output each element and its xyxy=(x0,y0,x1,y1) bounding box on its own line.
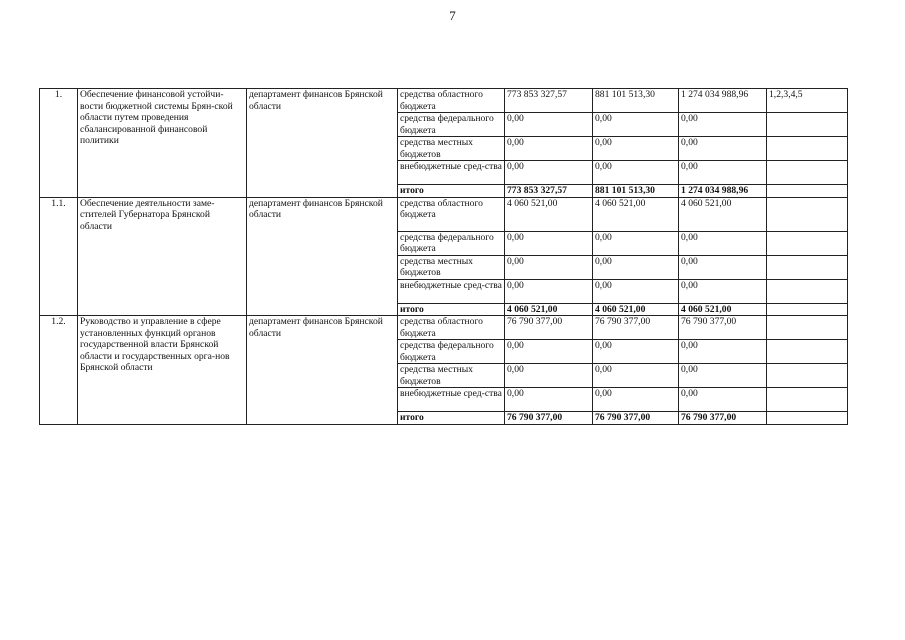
value-year-3: 4 060 521,00 xyxy=(679,197,767,231)
section-executor: департамент финансов Брянской области xyxy=(247,197,398,316)
value-year-2: 0,00 xyxy=(593,364,679,388)
source-label: средства областного бюджета xyxy=(398,197,505,231)
value-year-2: 881 101 513,30 xyxy=(593,89,679,113)
goals-ref xyxy=(767,340,848,364)
value-year-2: 0,00 xyxy=(593,279,679,303)
goals-ref: 1,2,3,4,5 xyxy=(767,89,848,113)
goals-ref xyxy=(767,316,848,340)
goals-ref xyxy=(767,364,848,388)
goals-ref xyxy=(767,388,848,412)
section-executor: департамент финансов Брянской области xyxy=(247,89,398,198)
goals-ref xyxy=(767,231,848,255)
goals-ref xyxy=(767,113,848,137)
value-year-2: 0,00 xyxy=(593,137,679,161)
value-year-2: 76 790 377,00 xyxy=(593,316,679,340)
section-number: 1.2. xyxy=(40,316,78,425)
source-label: средства местных бюджетов xyxy=(398,137,505,161)
value-year-3: 1 274 034 988,96 xyxy=(679,89,767,113)
value-year-3: 0,00 xyxy=(679,161,767,185)
total-year-2: 4 060 521,00 xyxy=(593,303,679,316)
value-year-1: 773 853 327,57 xyxy=(505,89,593,113)
table-row xyxy=(40,89,848,113)
value-year-1: 0,00 xyxy=(505,231,593,255)
value-year-3: 0,00 xyxy=(679,279,767,303)
value-year-3: 0,00 xyxy=(679,255,767,279)
value-year-2: 0,00 xyxy=(593,113,679,137)
source-label: средства областного бюджета xyxy=(398,316,505,340)
source-label: внебюджетные сред-ства xyxy=(398,161,505,185)
total-year-2: 76 790 377,00 xyxy=(593,412,679,425)
source-label: средства областного бюджета xyxy=(398,89,505,113)
total-year-2: 881 101 513,30 xyxy=(593,185,679,198)
total-year-3: 76 790 377,00 xyxy=(679,412,767,425)
total-year-1: 76 790 377,00 xyxy=(505,412,593,425)
goals-ref xyxy=(767,161,848,185)
source-label: внебюджетные сред-ства xyxy=(398,279,505,303)
value-year-1: 0,00 xyxy=(505,364,593,388)
value-year-2: 0,00 xyxy=(593,231,679,255)
page-number: 7 xyxy=(449,8,456,23)
value-year-2: 4 060 521,00 xyxy=(593,197,679,231)
total-year-3: 4 060 521,00 xyxy=(679,303,767,316)
value-year-3: 0,00 xyxy=(679,340,767,364)
total-label: итого xyxy=(398,185,505,198)
value-year-2: 0,00 xyxy=(593,340,679,364)
goals-ref xyxy=(767,412,848,425)
total-label: итого xyxy=(398,303,505,316)
total-year-3: 1 274 034 988,96 xyxy=(679,185,767,198)
table-row xyxy=(40,316,848,340)
section-name: Обеспечение деятельности заме-стителей Губернатора Брянской области xyxy=(78,197,247,316)
goals-ref xyxy=(767,255,848,279)
value-year-3: 0,00 xyxy=(679,388,767,412)
source-label: средства федерального бюджета xyxy=(398,340,505,364)
total-label: итого xyxy=(398,412,505,425)
section-number: 1.1. xyxy=(40,197,78,316)
value-year-3: 0,00 xyxy=(679,231,767,255)
goals-ref xyxy=(767,279,848,303)
source-label: средства федерального бюджета xyxy=(398,231,505,255)
value-year-3: 0,00 xyxy=(679,364,767,388)
total-year-1: 4 060 521,00 xyxy=(505,303,593,316)
value-year-1: 76 790 377,00 xyxy=(505,316,593,340)
budget-table-body xyxy=(40,89,848,425)
section-number: 1. xyxy=(40,89,78,198)
source-label: внебюджетные сред-ства xyxy=(398,388,505,412)
source-label: средства местных бюджетов xyxy=(398,364,505,388)
value-year-1: 4 060 521,00 xyxy=(505,197,593,231)
goals-ref xyxy=(767,137,848,161)
value-year-2: 0,00 xyxy=(593,255,679,279)
value-year-3: 76 790 377,00 xyxy=(679,316,767,340)
value-year-1: 0,00 xyxy=(505,113,593,137)
table-row xyxy=(40,197,848,231)
value-year-1: 0,00 xyxy=(505,340,593,364)
value-year-1: 0,00 xyxy=(505,137,593,161)
source-label: средства федерального бюджета xyxy=(398,113,505,137)
section-executor: департамент финансов Брянской области xyxy=(247,316,398,425)
value-year-1: 0,00 xyxy=(505,255,593,279)
goals-ref xyxy=(767,185,848,198)
budget-table xyxy=(39,88,848,425)
goals-ref xyxy=(767,303,848,316)
source-label: средства местных бюджетов xyxy=(398,255,505,279)
value-year-1: 0,00 xyxy=(505,161,593,185)
value-year-2: 0,00 xyxy=(593,161,679,185)
value-year-1: 0,00 xyxy=(505,279,593,303)
value-year-3: 0,00 xyxy=(679,113,767,137)
value-year-1: 0,00 xyxy=(505,388,593,412)
section-name: Руководство и управление в сфере установленных функций органов государственной власти Брянской области и государственных орга-нов Брянской области xyxy=(78,316,247,425)
value-year-3: 0,00 xyxy=(679,137,767,161)
section-name: Обеспечение финансовой устойчи-вости бюджетной системы Брян-ской области путем проведения сбалансированной финансовой политики xyxy=(78,89,247,198)
goals-ref xyxy=(767,197,848,231)
value-year-2: 0,00 xyxy=(593,388,679,412)
total-year-1: 773 853 327,57 xyxy=(505,185,593,198)
